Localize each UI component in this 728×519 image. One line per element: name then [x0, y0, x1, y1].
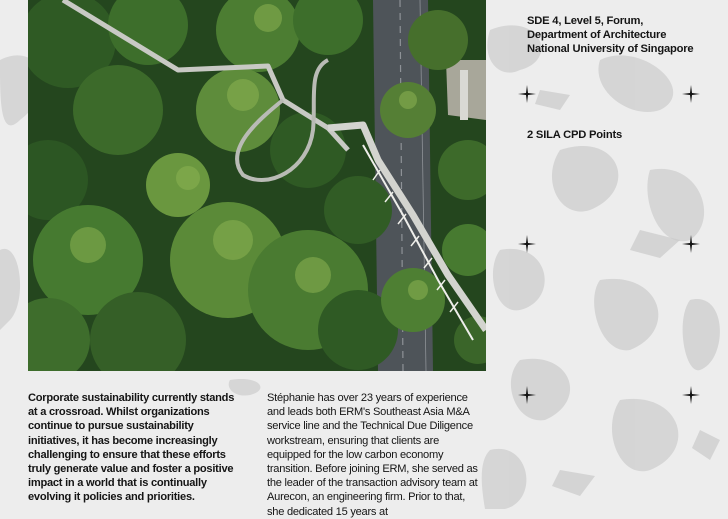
venue-line-2: Department of Architecture — [527, 29, 667, 41]
forest-canopy-walk-photo — [28, 0, 486, 371]
venue-address — [527, 14, 722, 56]
cpd-points: 2 SILA CPD Points — [527, 129, 623, 141]
speaker-bio: Stéphanie has over 23 years of experience and leads both ERM's Southeast Asia M&A service line and the Technical Due Diligence workstream, ensuring that clients are equipped for the low carbon economy transition. Before joining ERM, she served as the leader of the transaction advisory team at Aurecon, an engineering firm. Prior to that, she dedicated 15 years at — [267, 392, 478, 518]
sparkle-icon — [518, 85, 536, 103]
intro-paragraph: Corporate sustainability currently stands at a crossroad. Whilst organizations continue to pursue sustainability initiatives, it has become increasingly challenging to ensure that these efforts truly generate value and foster a positive impact in a world that is continually evolving it policies and priorities. — [28, 392, 235, 504]
sparkle-icon — [682, 386, 700, 404]
sparkle-icon — [682, 235, 700, 253]
sparkle-icon — [518, 386, 536, 404]
venue-line-3: National University of Singapore — [527, 43, 694, 55]
sparkle-icon — [682, 85, 700, 103]
venue-line-1: SDE 4, Level 5, Forum, — [527, 15, 644, 27]
sparkle-icon — [518, 235, 536, 253]
